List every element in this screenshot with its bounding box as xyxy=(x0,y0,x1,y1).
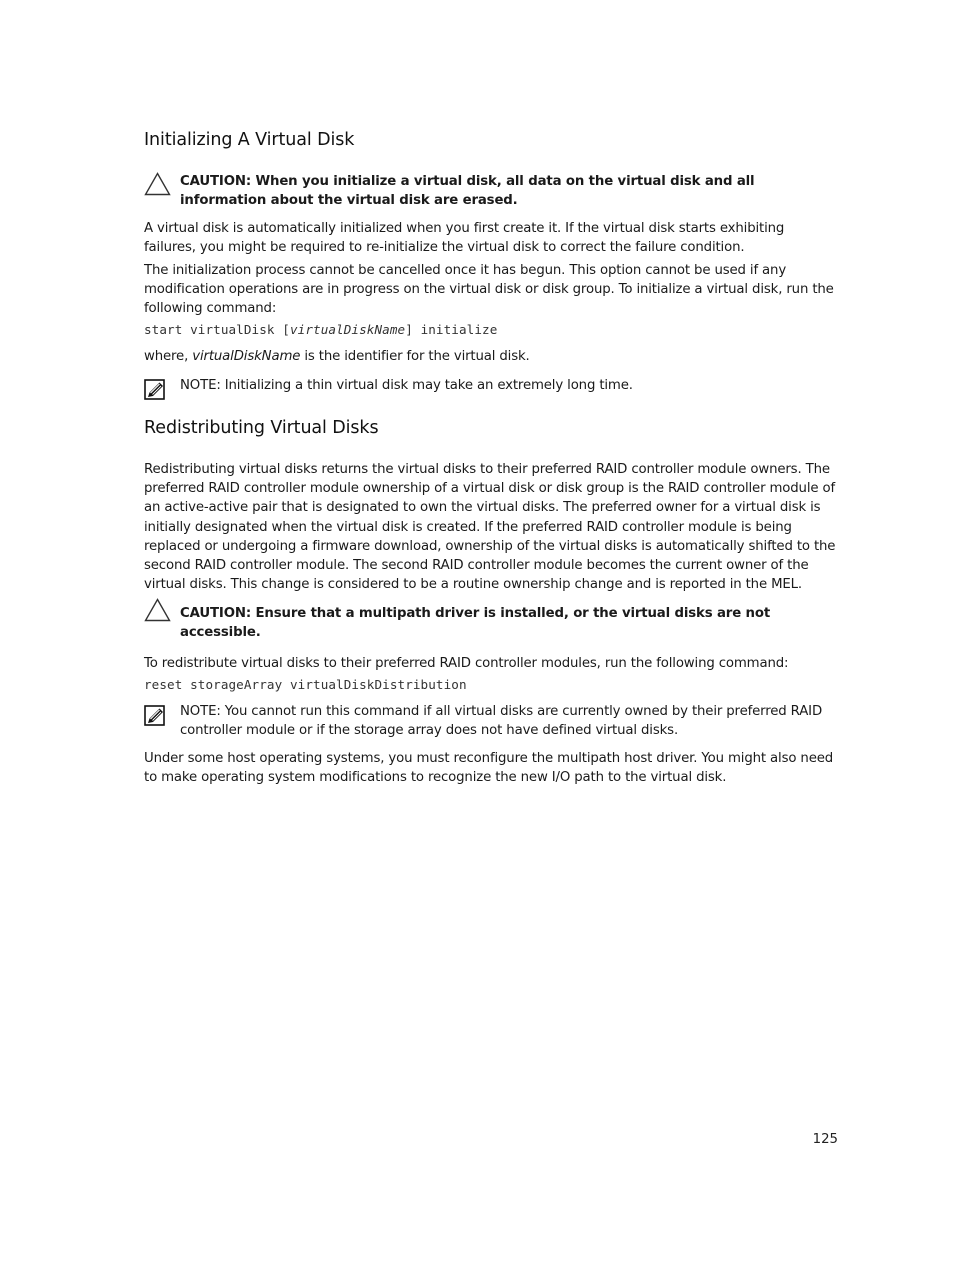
note-text: Initializing a thin virtual disk may take an extremely long time. xyxy=(220,378,633,394)
note-callout-thin-disk xyxy=(144,376,840,395)
caution-text: CAUTION: When you initialize a virtual disk, all data on the virtual disk and all information about the virtual disk are erased. xyxy=(180,174,755,209)
paragraph: To redistribute virtual disks to their preferred RAID controller modules, run the following command: xyxy=(144,656,789,672)
command-parameter: virtualDiskName xyxy=(289,322,406,338)
paragraph: A virtual disk is automatically initialized when you first create it. If the virtual disk starts exhibiting failures, you might be required to re-initialize the virtual disk to correct the failure condition. xyxy=(144,220,785,255)
section-title-initializing: Initializing A Virtual Disk xyxy=(144,130,355,150)
caution-callout-initialize xyxy=(144,172,840,211)
note-pencil-icon xyxy=(144,379,166,405)
section-title-redistributing: Redistributing Virtual Disks xyxy=(144,417,379,438)
command-initialize: start virtualDisk [virtualDiskName] initialize xyxy=(144,322,498,338)
note-callout-redistribute xyxy=(144,702,840,741)
caution-callout-multipath xyxy=(144,604,840,643)
caution-triangle-icon xyxy=(144,598,171,626)
note-label: NOTE: xyxy=(180,704,221,720)
document-body xyxy=(144,130,840,791)
where-term: virtualDiskName xyxy=(192,349,301,365)
paragraph: Redistributing virtual disks returns the virtual disks to their preferred RAID controller module owners. The preferred RAID controller module ownership of a virtual disk or disk group is the RAID controller module of an active-active pair that is designated to own the virtual disks. The preferred owner for a virtual disk is initially designated when the virtual disk is created. If the preferred RAID controller module is being replaced or undergoing a firmware download, ownership of the virtual disks is automatically shifted to the second RAID controller module. The second RAID controller module becomes the current owner of the virtual disks. This change is considered to be a routine ownership change and is reported in the MEL. xyxy=(144,461,836,593)
command-redistribute: reset storageArray virtualDiskDistribution xyxy=(144,677,467,693)
paragraph: Under some host operating systems, you must reconfigure the multipath host driver. You might also need to make operating system modifications to recognize the new I/O path to the virtual disk. xyxy=(144,750,834,786)
note-label: NOTE: xyxy=(180,378,221,394)
page-number: 125 xyxy=(812,1132,838,1147)
paragraph: The initialization process cannot be cancelled once it has begun. This option cannot be used if any modification operations are in progress on the virtual disk or disk group. To initialize a virtual disk, run the following command: xyxy=(144,262,834,317)
caution-triangle-icon xyxy=(144,172,171,200)
note-pencil-icon xyxy=(144,705,166,731)
note-text: You cannot run this command if all virtual disks are currently owned by their preferred RAID controller module or if the storage array does not have defined virtual disks. xyxy=(180,704,823,739)
caution-text: CAUTION: Ensure that a multipath driver is installed, or the virtual disks are not accessible. xyxy=(180,605,771,641)
paragraph-where: where, virtualDiskName is the identifier for the virtual disk. xyxy=(144,349,530,365)
